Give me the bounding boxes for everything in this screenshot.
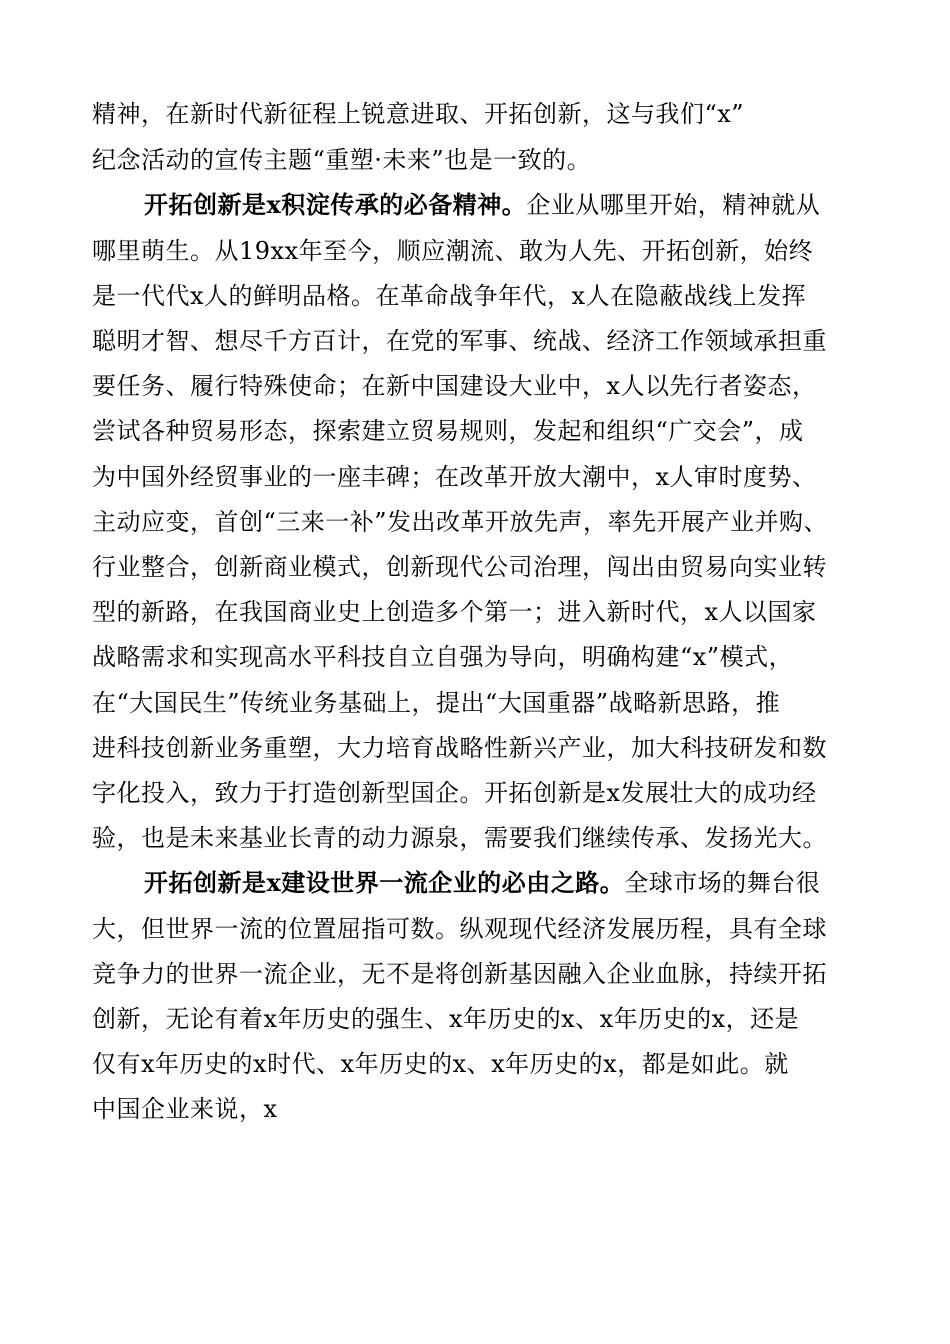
text-line: 尝试各种贸易形态，探索建立贸易规则，发起和组织“广交会”，成 xyxy=(92,417,804,445)
text-line: 大，但世界一流的位置屈指可数。纵观现代经济发展历程，具有全球 xyxy=(92,915,827,943)
paragraph-first-line xyxy=(144,864,944,902)
text-line: 精神，在新时代新征程上锐意进取、开拓创新，这与我们“x” xyxy=(92,100,745,128)
text-line: 要任务、履行特殊使命；在新中国建设大业中，x人以先行者姿态， xyxy=(92,372,817,400)
text-run: 企业从哪里开始，精神就从 xyxy=(526,191,821,219)
text-line: 字化投入，致力于打造创新型国企。开拓创新是x发展壮大的成功经 xyxy=(92,779,817,807)
text-line: 型的新路，在我国商业史上创造多个第一；进入新时代，x人以国家 xyxy=(92,598,817,626)
text-line: 战略需求和实现高水平科技自立自强为导向，明确构建“x”模式， xyxy=(92,643,794,671)
text-line: 行业整合，创新商业模式，创新现代公司治理，闯出由贸易向实业转 xyxy=(92,553,827,581)
text-line: 纪念活动的宣传主题“重塑·未来”也是一致的。 xyxy=(92,146,592,174)
text-line: 验，也是未来基业长青的动力源泉，需要我们继续传承、发扬光大。 xyxy=(92,824,827,852)
text-line: 中国企业来说，x xyxy=(92,1095,278,1123)
text-line: 是一代代x人的鲜明品格。在革命战争年代，x人在隐蔽战线上发挥 xyxy=(92,282,807,310)
text-line: 聪明才智、想尽千方百计，在党的军事、统战、经济工作领域承担重 xyxy=(92,327,827,355)
text-run: 全球市场的舞台很 xyxy=(624,869,821,897)
text-line: 主动应变，首创“三来一补”发出改革开放先声，率先开展产业并购、 xyxy=(92,508,829,536)
text-line: 在“大国民生”传统业务基础上，提出“大国重器”战略新思路，推 xyxy=(92,689,781,717)
text-line: 竞争力的世界一流企业，无不是将创新基因融入企业血脉，持续开拓 xyxy=(92,960,827,988)
section-heading: 开拓创新是x积淀传承的必备精神。 xyxy=(144,190,527,219)
text-line: 仅有x年历史的x时代、x年历史的x、x年历史的x，都是如此。就 xyxy=(92,1050,789,1078)
text-line: 为中国外经贸事业的一座丰碑；在改革开放大潮中，x人审时度势、 xyxy=(92,463,817,491)
paragraph-first-line xyxy=(144,186,944,224)
text-line: 创新，无论有着x年历史的强生、x年历史的x、x年历史的x，还是 xyxy=(92,1005,800,1033)
section-heading: 开拓创新是x建设世界一流企业的必由之路。 xyxy=(144,868,625,897)
text-line: 进科技创新业务重塑，大力培育战略性新兴产业，加大科技研发和数 xyxy=(92,734,827,762)
text-line: 哪里萌生。从19xx年至今，顺应潮流、敢为人先、开拓创新，始终 xyxy=(92,237,814,265)
